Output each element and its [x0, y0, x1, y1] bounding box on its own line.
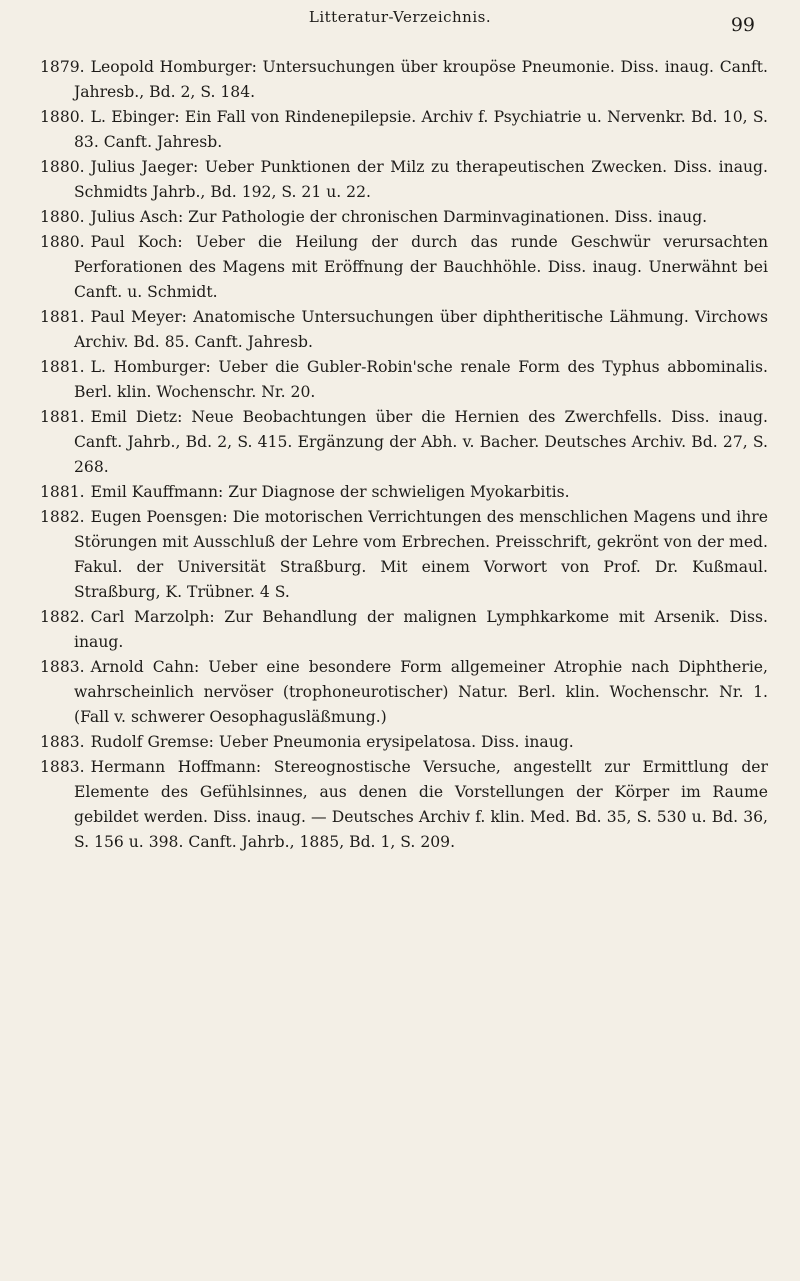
- bibliography-entry: [40, 730, 768, 755]
- entry-year: 1881.: [40, 408, 85, 426]
- entry-year: 1882.: [40, 508, 85, 526]
- entry-year: 1883.: [40, 758, 85, 776]
- entry-text: Julius Jaeger: Ueber Punktionen der Milz zu therapeutischen Zwecken. Diss. inaug. Schmidts Jahrb., Bd. 192, S. 21 u. 22.: [74, 158, 768, 201]
- entry-year: 1880.: [40, 233, 85, 251]
- running-head: Litteratur-Verzeichnis.: [308, 8, 492, 26]
- bibliography-entry: [40, 105, 768, 155]
- entry-year: 1881.: [40, 358, 85, 376]
- entry-text: Carl Marzolph: Zur Behandlung der malignen Lymphkarkome mit Arsenik. Diss. inaug.: [74, 608, 768, 651]
- bibliography-entry: [40, 305, 768, 355]
- entry-text: Julius Asch: Zur Pathologie der chronischen Darminvaginationen. Diss. inaug.: [90, 208, 708, 226]
- entry-text: Arnold Cahn: Ueber eine besondere Form allgemeiner Atrophie nach Diphtherie, wahrscheinlich nervöser (trophoneurotischer) Natur. Berl. klin. Wochenschr. Nr. 1. (Fall v. schwerer Oesophagusläßmung.): [74, 658, 768, 726]
- bibliography-entry: [40, 480, 768, 505]
- bibliography-entry: [40, 205, 768, 230]
- entry-text: L. Homburger: Ueber die Gubler-Robin'sche renale Form des Typhus abbominalis. Berl. klin. Wochenschr. Nr. 20.: [74, 358, 768, 401]
- bibliography-entry: [40, 355, 768, 405]
- entry-text: Hermann Hoffmann: Stereognostische Versuche, angestellt zur Ermittlung der Elemente des Gefühlsinnes, aus denen die Vorstellungen der Körper im Raume gebildet werden. Diss. inaug. — Deutsches Archiv f. klin. Med. Bd. 35, S. 530 u. Bd. 36, S. 156 u. 398. Canft. Jahrb., 1885, Bd. 1, S. 209.: [74, 758, 768, 851]
- entry-year: 1880.: [40, 158, 85, 176]
- bibliography-list: [40, 55, 768, 855]
- page-number: 99: [730, 14, 755, 36]
- bibliography-entry: [40, 755, 768, 855]
- bibliography-entry: [40, 505, 768, 605]
- entry-year: 1881.: [40, 308, 85, 326]
- entry-text: Emil Dietz: Neue Beobachtungen über die Hernien des Zwerchfells. Diss. inaug. Canft. Jahrb., Bd. 2, S. 415. Ergänzung der Abh. v. Bacher. Deutsches Archiv. Bd. 27, S. 268.: [74, 408, 768, 476]
- entry-text: Paul Koch: Ueber die Heilung der durch das runde Geschwür verursachten Perforationen des Magens mit Eröffnung der Bauchhöhle. Diss. inaug. Unerwähnt bei Canft. u. Schmidt.: [74, 233, 768, 301]
- entry-text: Rudolf Gremse: Ueber Pneumonia erysipelatosa. Diss. inaug.: [90, 733, 574, 751]
- bibliography-entry: [40, 405, 768, 480]
- entry-year: 1882.: [40, 608, 85, 626]
- entry-year: 1879.: [40, 58, 85, 76]
- entry-text: Paul Meyer: Anatomische Untersuchungen über diphtheritische Lähmung. Virchows Archiv. Bd. 85. Canft. Jahresb.: [74, 308, 768, 351]
- entry-text: Leopold Homburger: Untersuchungen über kroupöse Pneumonie. Diss. inaug. Canft. Jahresb., Bd. 2, S. 184.: [74, 58, 768, 101]
- entry-year: 1880.: [40, 108, 85, 126]
- bibliography-entry: [40, 230, 768, 305]
- bibliography-entry: [40, 155, 768, 205]
- entry-year: 1880.: [40, 208, 85, 226]
- entry-text: L. Ebinger: Ein Fall von Rindenepilepsie. Archiv f. Psychiatrie u. Nervenkr. Bd. 10, S. 83. Canft. Jahresb.: [74, 108, 768, 151]
- bibliography-entry: [40, 655, 768, 730]
- bibliography-entry: [40, 605, 768, 655]
- entry-year: 1883.: [40, 733, 85, 751]
- entry-text: Eugen Poensgen: Die motorischen Verrichtungen des menschlichen Magens und ihre Störungen mit Ausschluß der Lehre vom Erbrechen. Preisschrift, gekrönt von der med. Fakul. der Universität Straßburg. Mit einem Vorwort von Prof. Dr. Kußmaul. Straßburg, K. Trübner. 4 S.: [74, 508, 768, 601]
- entry-year: 1883.: [40, 658, 85, 676]
- bibliography-entry: [40, 55, 768, 105]
- entry-text: Emil Kauffmann: Zur Diagnose der schwieligen Myokarbitis.: [90, 483, 570, 501]
- entry-year: 1881.: [40, 483, 85, 501]
